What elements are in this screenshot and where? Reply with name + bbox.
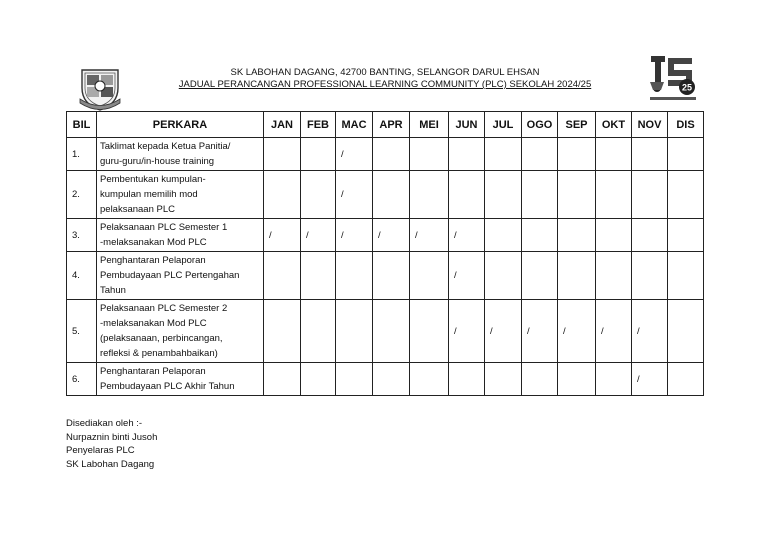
- activity-cell: [97, 171, 264, 219]
- month-mark-cell: [596, 171, 632, 219]
- logo-badge-number: 25: [681, 82, 693, 93]
- activity-line: Taklimat kepada Ketua Panitia/: [100, 141, 231, 152]
- row-number: 3.: [67, 219, 97, 252]
- activity-line: kumpulan memilih mod: [100, 189, 198, 200]
- activity-cell: [97, 363, 264, 396]
- month-mark-cell: /: [632, 363, 668, 396]
- preparer-name: Nurpaznin binti Jusoh: [66, 431, 158, 443]
- month-mark-cell: [410, 138, 449, 171]
- month-mark-cell: [264, 300, 301, 363]
- school-crest-logo: [79, 66, 121, 112]
- month-header: DIS: [668, 112, 704, 138]
- month-mark-cell: /: [410, 219, 449, 252]
- month-mark-cell: [301, 300, 336, 363]
- month-mark-cell: /: [449, 252, 485, 300]
- table-body: [67, 138, 704, 396]
- activity-line: pelaksanaan PLC: [100, 204, 175, 215]
- month-mark-cell: [410, 300, 449, 363]
- activity-line: -melaksanakan Mod PLC: [100, 237, 207, 248]
- month-mark-cell: [301, 138, 336, 171]
- preparer-role: Penyelaras PLC: [66, 445, 135, 456]
- month-header: JUL: [485, 112, 522, 138]
- month-mark-cell: [449, 138, 485, 171]
- activity-line: guru-guru/in-house training: [100, 156, 215, 167]
- month-mark-cell: [449, 363, 485, 396]
- month-mark-cell: /: [522, 300, 558, 363]
- preparer-school: SK Labohan Dagang: [66, 458, 155, 470]
- activity-line: Penghantaran Pelaporan: [100, 255, 206, 266]
- month-mark-cell: [668, 219, 704, 252]
- row-number: 1.: [67, 138, 97, 171]
- month-mark-cell: [522, 252, 558, 300]
- month-mark-cell: [301, 171, 336, 219]
- month-mark-cell: [558, 252, 596, 300]
- month-mark-cell: [485, 138, 522, 171]
- activity-line: -melaksanakan Mod PLC: [100, 318, 207, 329]
- table-row: [67, 138, 704, 171]
- activity-line: Tahun: [100, 285, 126, 296]
- month-mark-cell: [373, 363, 410, 396]
- month-mark-cell: /: [336, 171, 373, 219]
- month-mark-cell: /: [336, 219, 373, 252]
- month-header: NOV: [632, 112, 668, 138]
- month-mark-cell: /: [632, 300, 668, 363]
- school-address-line: SK LABOHAN DAGANG, 42700 BANTING, SELANGOR DARUL EHSAN: [230, 67, 540, 78]
- month-mark-cell: [632, 171, 668, 219]
- month-mark-cell: [410, 363, 449, 396]
- month-mark-cell: [373, 138, 410, 171]
- month-header: FEB: [301, 112, 336, 138]
- table-row: [67, 171, 704, 219]
- month-mark-cell: [668, 138, 704, 171]
- month-mark-cell: [373, 252, 410, 300]
- month-mark-cell: [522, 363, 558, 396]
- month-mark-cell: [668, 300, 704, 363]
- prepared-by-label: Disediakan oleh :-: [66, 418, 143, 429]
- row-number: 4.: [67, 252, 97, 300]
- table-row: [67, 363, 704, 396]
- month-mark-cell: [449, 171, 485, 219]
- month-mark-cell: [596, 252, 632, 300]
- month-mark-cell: [522, 171, 558, 219]
- month-mark-cell: /: [301, 219, 336, 252]
- month-mark-cell: [336, 252, 373, 300]
- month-mark-cell: [410, 171, 449, 219]
- month-mark-cell: /: [485, 300, 522, 363]
- activity-cell: [97, 219, 264, 252]
- month-mark-cell: [558, 363, 596, 396]
- activity-line: Pembentukan kumpulan-: [100, 174, 206, 185]
- month-mark-cell: /: [373, 219, 410, 252]
- month-mark-cell: /: [558, 300, 596, 363]
- month-mark-cell: [558, 219, 596, 252]
- month-header: APR: [373, 112, 410, 138]
- month-header: SEP: [558, 112, 596, 138]
- month-header: JAN: [264, 112, 301, 138]
- month-mark-cell: [485, 363, 522, 396]
- month-mark-cell: /: [449, 300, 485, 363]
- document-header: [140, 67, 630, 91]
- row-number: 6.: [67, 363, 97, 396]
- row-number: 5.: [67, 300, 97, 363]
- table-row: [67, 300, 704, 363]
- month-header: OKT: [596, 112, 632, 138]
- month-mark-cell: [410, 252, 449, 300]
- activity-line: Penghantaran Pelaporan: [100, 366, 206, 377]
- month-mark-cell: [558, 138, 596, 171]
- row-number: 2.: [67, 171, 97, 219]
- month-mark-cell: [632, 252, 668, 300]
- month-mark-cell: [596, 138, 632, 171]
- activity-cell: [97, 252, 264, 300]
- activity-cell: [97, 138, 264, 171]
- month-mark-cell: [668, 252, 704, 300]
- month-mark-cell: [264, 138, 301, 171]
- month-mark-cell: /: [264, 219, 301, 252]
- month-mark-cell: [522, 138, 558, 171]
- activity-line: Pelaksanaan PLC Semester 2: [100, 303, 228, 314]
- month-header: MAC: [336, 112, 373, 138]
- month-mark-cell: [373, 171, 410, 219]
- month-mark-cell: [485, 252, 522, 300]
- activity-line: Pembudayaan PLC Akhir Tahun: [100, 381, 235, 392]
- prepared-by-block: [66, 417, 157, 471]
- table-header-row: [67, 112, 704, 138]
- month-mark-cell: /: [449, 219, 485, 252]
- month-mark-cell: /: [336, 138, 373, 171]
- column-header-bil: BIL: [67, 112, 97, 138]
- month-mark-cell: [485, 171, 522, 219]
- month-mark-cell: [264, 363, 301, 396]
- document-title: JADUAL PERANCANGAN PROFESSIONAL LEARNING COMMUNITY (PLC) SEKOLAH 2024/25: [178, 79, 592, 90]
- month-mark-cell: [336, 300, 373, 363]
- month-header: OGO: [522, 112, 558, 138]
- activity-cell: [97, 300, 264, 363]
- month-mark-cell: [558, 171, 596, 219]
- month-mark-cell: [301, 252, 336, 300]
- month-mark-cell: [373, 300, 410, 363]
- table-row: [67, 252, 704, 300]
- column-header-perkara: PERKARA: [97, 112, 264, 138]
- month-mark-cell: [632, 219, 668, 252]
- month-mark-cell: [485, 219, 522, 252]
- plc-schedule-table: [66, 111, 704, 396]
- month-mark-cell: [336, 363, 373, 396]
- month-header: JUN: [449, 112, 485, 138]
- activity-line: Pembudayaan PLC Pertengahan: [100, 270, 240, 281]
- month-mark-cell: [522, 219, 558, 252]
- month-mark-cell: [596, 219, 632, 252]
- month-mark-cell: /: [596, 300, 632, 363]
- month-mark-cell: [668, 363, 704, 396]
- month-mark-cell: [668, 171, 704, 219]
- program-logo: [648, 52, 698, 102]
- table-row: [67, 219, 704, 252]
- month-mark-cell: [632, 138, 668, 171]
- activity-line: (pelaksanaan, perbincangan,: [100, 333, 223, 344]
- month-mark-cell: [301, 363, 336, 396]
- month-mark-cell: [264, 171, 301, 219]
- activity-line: Pelaksanaan PLC Semester 1: [100, 222, 228, 233]
- month-mark-cell: [596, 363, 632, 396]
- activity-line: refleksi & penambahbaikan): [100, 348, 218, 359]
- month-header: MEI: [410, 112, 449, 138]
- month-mark-cell: [264, 252, 301, 300]
